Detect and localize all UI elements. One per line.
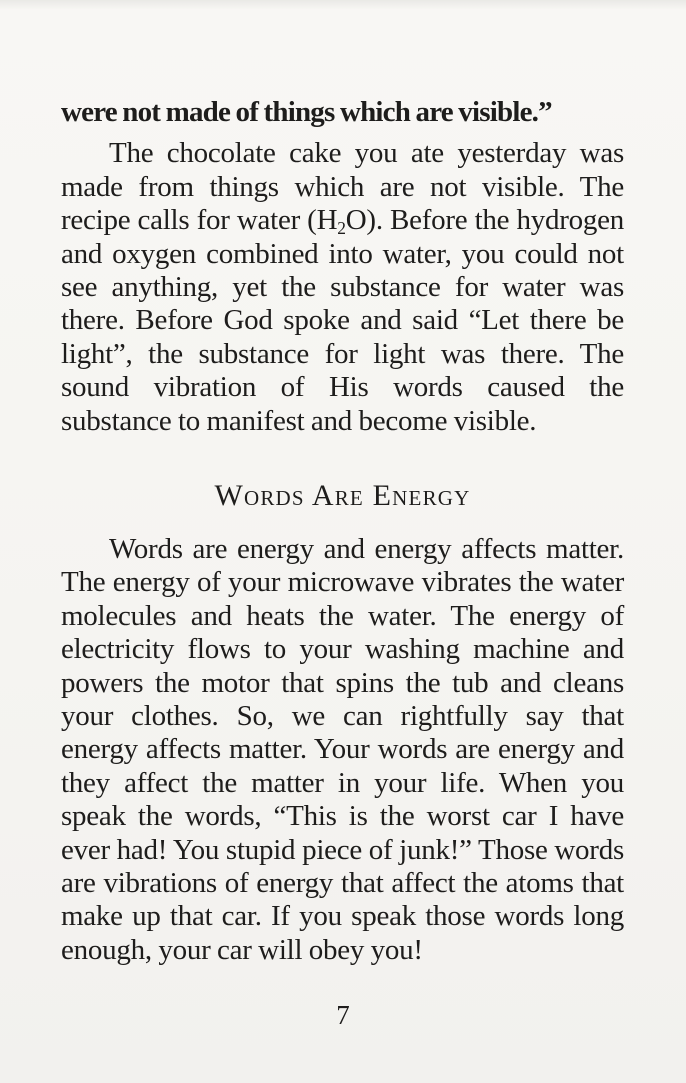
page-edge-shadow — [0, 0, 686, 10]
opening-text-block — [61, 96, 624, 438]
paragraph-1-text-a: The chocolate cake you ate yesterday was made from things which are not visible. The recipe calls for water (H — [61, 137, 624, 237]
subscript-two: 2 — [337, 218, 346, 239]
paragraph-chocolate-cake — [61, 137, 624, 438]
section-heading: Words Are Energy — [214, 479, 471, 512]
paragraph-words-energy: Words are energy and energy affects matter. The energy of your microwave vibrates the water molecules and heats the water. The energy of electricity flows to your washing machine and powers the motor that spins the tub and cleans your clothes. So, we can rightfully say that energy affects matter. Your words are energy and they affect the matter in your life. When you speak the words, “This is the worst car I have ever had! You stupid piece of junk!” Those words are vibrations of energy that affect the atoms that make up that car. If you speak those words long enough, your car will obey you! — [61, 533, 624, 966]
paragraph-1-text-b: O). Before the hydrogen and oxygen combined into water, you could not see anything, yet the substance for water was there. Before God spoke and said “Let there be light”, the substance for light was there. The sound vibration of His words caused the substance to manifest and become visible. — [61, 204, 624, 437]
opening-quote-line: were not made of things which are visible.” — [61, 96, 552, 128]
page-number: 7 — [336, 1000, 350, 1030]
energy-text-block — [61, 533, 624, 967]
